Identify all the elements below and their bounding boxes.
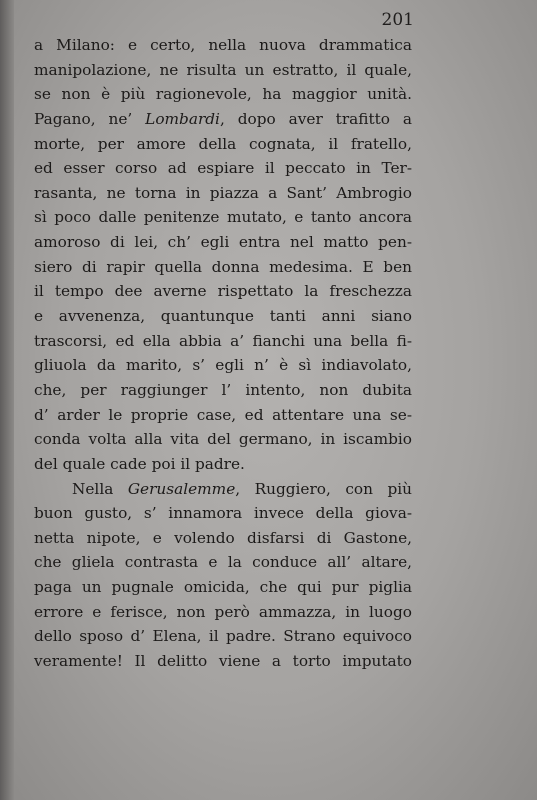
text-span: , dopo aver trafitto a (219, 109, 412, 128)
opera-title-lombardi: Lombardi (145, 109, 220, 128)
text-line: rasanta, ne torna in piazza a Sant’ Ambrogio (34, 183, 412, 202)
text-span: Pagano, ne’ (34, 109, 146, 128)
body-text (34, 33, 412, 674)
text-line: veramente! Il delitto viene a torto imputato (34, 652, 412, 671)
text-line: conda volta alla vita del germano, in iscambio (34, 430, 412, 449)
text-span: , Ruggiero, con più (235, 479, 412, 498)
text-line: a Milano: e certo, nella nuova drammatica (34, 36, 412, 54)
text-line: amoroso di lei, ch’ egli entra nel matto pen- (34, 233, 412, 252)
text-line: dello sposo d’ Elena, il padre. Strano equivoco (34, 627, 412, 646)
paragraph-start-line (34, 477, 412, 502)
text-line: ed esser corso ad espiare il peccato in Ter- (34, 159, 412, 178)
text-line: che, per raggiunger l’ intento, non dubita (34, 380, 412, 399)
text-line: manipolazione, ne risulta un estratto, il quale, (34, 60, 412, 79)
paragraph-end-line: del quale cade poi il padre. (34, 454, 245, 473)
text-line: d’ arder le proprie case, ed attentare una se- (34, 405, 412, 424)
text-line: trascorsi, ed ella abbia a’ fianchi una bella fi- (34, 331, 412, 350)
page-edge-shadow (0, 0, 14, 800)
text-line: gliuola da marito, s’ egli n’ è sì indiavolato, (34, 356, 412, 375)
text-line: se non è più ragionevole, ha maggior unità. (34, 85, 412, 104)
text-line: errore e ferisce, non però ammazza, in luogo (34, 602, 412, 621)
text-line: il tempo dee averne rispettato la freschezza (34, 282, 412, 301)
text-line: paga un pugnale omicida, che qui pur piglia (34, 578, 412, 597)
text-line: che gliela contrasta e la conduce all’ altare, (34, 553, 412, 572)
text-line: morte, per amore della cognata, il fratello, (34, 134, 412, 153)
text-line: buon gusto, s’ innamora invece della giova- (34, 504, 412, 523)
text-span: Nella (72, 479, 128, 498)
text-line: e avvenenza, quantunque tanti anni siano (34, 307, 412, 326)
text-line: siero di rapir quella donna medesima. E ben (34, 257, 412, 276)
opera-title-gerusalemme: Gerusalemme (127, 479, 236, 498)
text-line: netta nipote, e volendo disfarsi di Gastone, (34, 528, 412, 547)
page-number: 201 (381, 10, 414, 30)
text-line: sì poco dalle penitenze mutato, e tanto ancora (34, 208, 412, 227)
text-line (34, 107, 412, 132)
